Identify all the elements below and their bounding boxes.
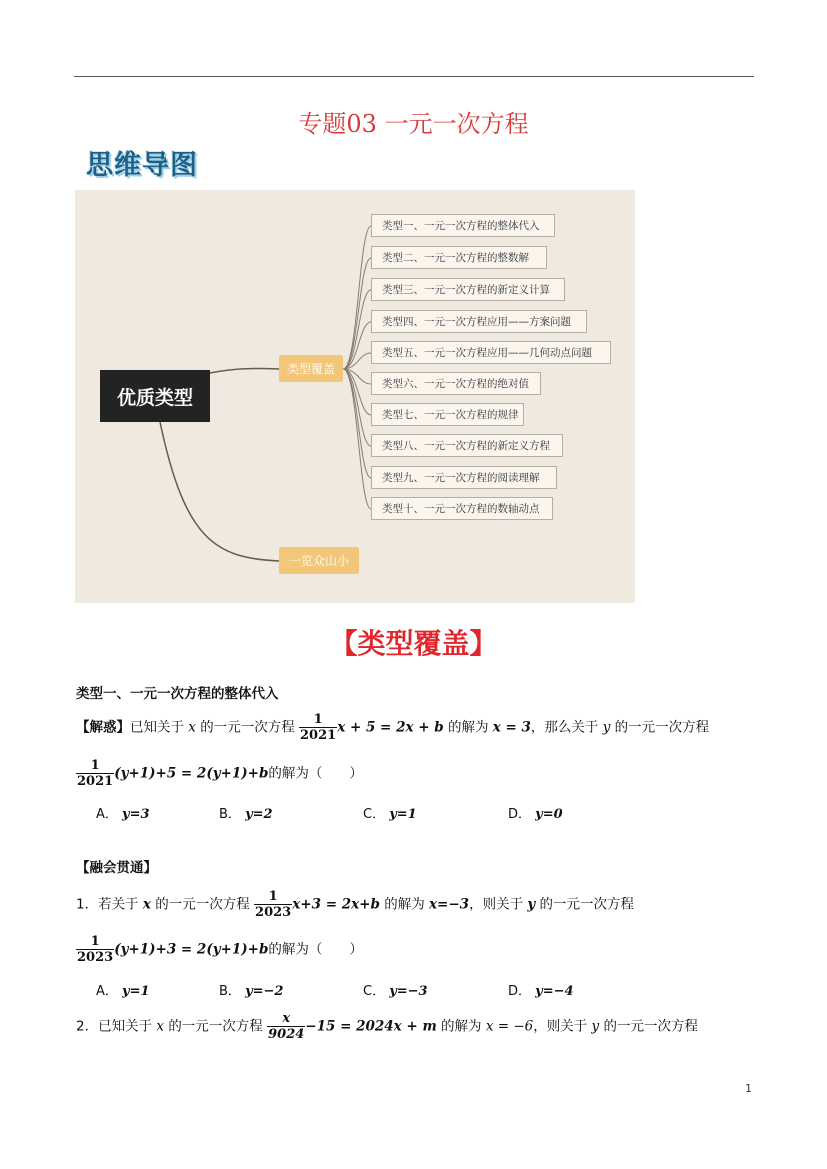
problem1-option-a	[96, 980, 150, 999]
fraction	[76, 758, 114, 789]
text: 已知关于	[98, 1018, 153, 1035]
mindmap-leaf-9: 类型九、一元一次方程的阅读理解	[371, 466, 557, 489]
equation: (y+1)+5 = 2(y+1)+b	[114, 765, 269, 782]
var-y: y	[602, 719, 611, 736]
frac-den: 9024	[268, 1027, 305, 1042]
frac-num: x	[267, 1011, 305, 1027]
mindmap-leaf-7: 类型七、一元一次方程的规律	[371, 403, 524, 426]
var-x: x	[188, 719, 196, 736]
problem1-line1	[76, 889, 634, 920]
frac-den: 2021	[300, 728, 337, 743]
mindmap-leaf-1: 类型一、一元一次方程的整体代入	[371, 214, 555, 237]
text: 的解为	[447, 719, 489, 736]
option-value: y=3	[122, 807, 150, 822]
mindmap-leaf-6: 类型六、一元一次方程的绝对值	[371, 372, 541, 395]
mindmap-leaf-8: 类型八、一元一次方程的新定义方程	[371, 434, 563, 457]
mindmap-leaf-10: 类型十、一元一次方程的数轴动点	[371, 497, 553, 520]
example-line2	[76, 758, 363, 789]
example-option-b	[219, 803, 273, 822]
var-y: y	[527, 896, 536, 913]
type1-heading: 类型一、一元一次方程的整体代入	[76, 686, 279, 702]
equation: −15 = 2024x + m	[305, 1018, 437, 1035]
text: ，那么关于	[530, 719, 599, 736]
solution: x=−3	[429, 896, 470, 913]
text: 的解为	[441, 1018, 482, 1035]
fraction	[267, 1011, 305, 1042]
mindmap-leaf-4: 类型四、一元一次方程应用——方案问题	[371, 310, 587, 333]
option-label: C．	[363, 984, 386, 999]
option-label: D．	[508, 984, 532, 999]
section-heading: 【类型覆盖】	[329, 627, 498, 660]
page-title: 专题03 一元一次方程	[298, 110, 529, 138]
fraction	[76, 934, 114, 965]
mindmap-leaf-2: 类型二、一元一次方程的整数解	[371, 246, 547, 269]
text: 已知关于	[130, 719, 184, 736]
text: 的一元一次方程	[200, 719, 295, 736]
frac-den: 2023	[77, 950, 114, 965]
practice-tag: 【融会贯通】	[76, 860, 157, 876]
text: 的一元一次方程	[603, 1018, 698, 1035]
text: 的一元一次方程	[614, 719, 710, 736]
var-x: x	[142, 896, 151, 913]
option-label: A．	[96, 984, 118, 999]
option-label: C．	[363, 807, 386, 822]
frac-num: 1	[254, 889, 292, 905]
problem-number: 2．	[76, 1018, 99, 1035]
equation: x + 5 = 2x + b	[337, 719, 444, 736]
fraction	[254, 889, 292, 920]
mindmap-banner: 思维导图	[86, 150, 198, 181]
option-value: y=0	[535, 807, 563, 822]
text: 的一元一次方程	[168, 1018, 263, 1035]
mind-map	[75, 190, 635, 603]
example-option-d	[508, 803, 563, 822]
text: 的解为	[384, 896, 425, 913]
text: ，则关于	[469, 896, 524, 913]
text: 若关于	[98, 896, 139, 913]
solution: x = 3	[492, 719, 531, 736]
frac-num: 1	[76, 758, 114, 774]
header-rule	[74, 76, 754, 77]
example-line1	[76, 712, 709, 743]
frac-den: 2023	[255, 905, 292, 920]
option-value: y=1	[122, 984, 150, 999]
text: ，则关于	[533, 1018, 588, 1035]
solution: x = −6	[485, 1018, 534, 1035]
option-label: D．	[508, 807, 532, 822]
equation: (y+1)+3 = 2(y+1)+b	[114, 941, 269, 958]
branch-overview: 一览众山小	[279, 547, 359, 574]
text: 的解为（ ）	[268, 941, 363, 958]
option-value: y=2	[245, 807, 273, 822]
option-label: B．	[219, 984, 241, 999]
page-number: 1	[745, 1082, 752, 1095]
var-x: x	[156, 1018, 165, 1035]
example-option-a	[96, 803, 150, 822]
text: 的一元一次方程	[155, 896, 250, 913]
problem1-line2	[76, 934, 363, 965]
option-value: y=−4	[535, 984, 574, 999]
problem1-option-d	[508, 980, 574, 999]
option-value: y=1	[389, 807, 417, 822]
problem-number: 1．	[76, 896, 99, 913]
branch-type-coverage: 类型覆盖	[279, 355, 343, 382]
example-option-c	[363, 803, 417, 822]
equation: x+3 = 2x+b	[292, 896, 380, 913]
option-label: B．	[219, 807, 241, 822]
text: 的一元一次方程	[539, 896, 635, 913]
example-tag: 【解惑】	[76, 719, 130, 736]
option-value: y=−2	[245, 984, 284, 999]
option-label: A．	[96, 807, 118, 822]
mindmap-leaf-3: 类型三、一元一次方程的新定义计算	[371, 278, 565, 301]
text: 的解为（ ）	[268, 765, 363, 782]
problem2-line1	[76, 1011, 698, 1042]
mindmap-leaf-5: 类型五、一元一次方程应用——几何动点问题	[371, 341, 611, 364]
frac-den: 2021	[77, 774, 114, 789]
problem1-option-b	[219, 980, 283, 999]
option-value: y=−3	[389, 984, 428, 999]
frac-num: 1	[76, 934, 114, 950]
problem1-option-c	[363, 980, 428, 999]
var-y: y	[591, 1018, 600, 1035]
fraction	[299, 712, 337, 743]
mindmap-root: 优质类型	[100, 370, 210, 422]
frac-num: 1	[299, 712, 337, 728]
